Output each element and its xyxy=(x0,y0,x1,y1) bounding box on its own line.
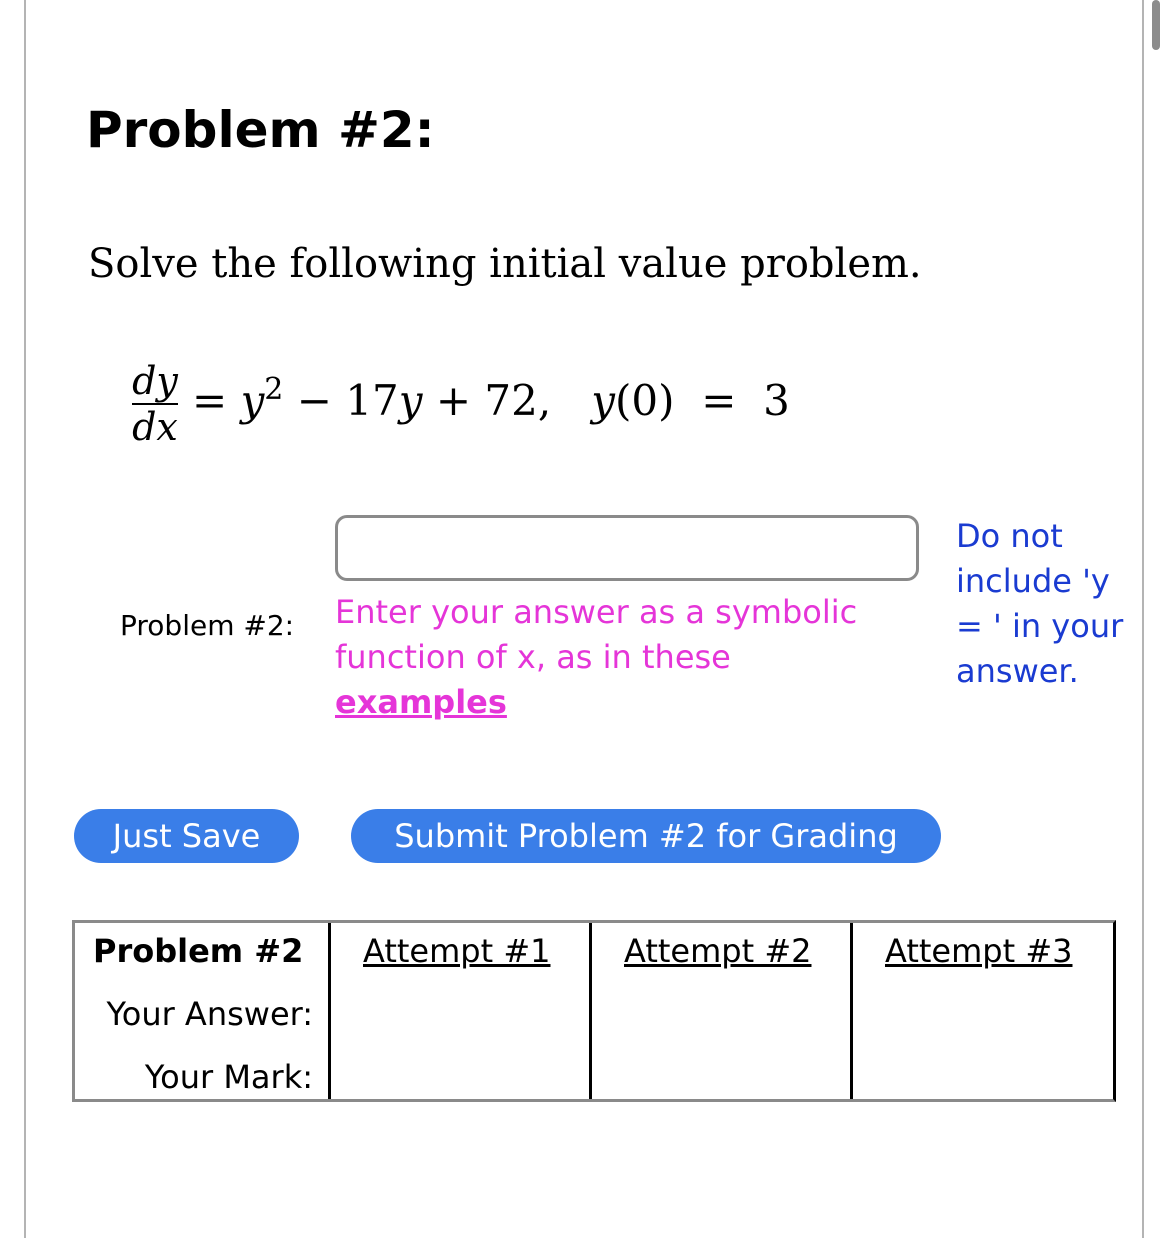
ic-arg: (0) xyxy=(615,376,675,425)
eq-coefficient: 17 xyxy=(345,376,399,425)
eq-y: y xyxy=(240,376,265,425)
submit-button[interactable]: Submit Problem #2 for Grading xyxy=(351,809,941,863)
answer-hint xyxy=(335,590,915,725)
equation xyxy=(192,372,790,426)
side-note: Do not include 'y = ' in your answer. xyxy=(956,517,1124,690)
answer-hint-text: Enter your answer as a symbolic function of x, as in these xyxy=(335,593,858,676)
eq-equals: = xyxy=(192,376,228,425)
ic-value: 3 xyxy=(763,376,790,425)
attempt-1-header xyxy=(363,931,550,971)
answer-input[interactable] xyxy=(335,515,919,581)
scrollbar[interactable] xyxy=(1152,0,1160,50)
attempt-2-link[interactable]: Attempt #2 xyxy=(624,932,812,970)
eq-y-term: y xyxy=(398,376,423,425)
attempt-3-link[interactable]: Attempt #3 xyxy=(885,932,1073,970)
your-mark-label: Your Mark: xyxy=(144,1058,313,1096)
problem-prompt: Solve the following initial value problem. xyxy=(88,241,922,287)
table-header: Problem #2 xyxy=(93,932,304,970)
table-divider xyxy=(589,923,592,1099)
table-divider xyxy=(850,923,853,1099)
eq-exponent: 2 xyxy=(264,372,284,407)
ic-y: y xyxy=(591,376,615,425)
answer-label: Problem #2: xyxy=(120,609,295,642)
attempt-2-header xyxy=(624,931,811,971)
fraction-denominator: dx xyxy=(132,405,178,449)
table-divider xyxy=(328,923,331,1099)
attempt-1-link[interactable]: Attempt #1 xyxy=(363,932,551,970)
attempts-table xyxy=(72,920,1116,1102)
just-save-button[interactable]: Just Save xyxy=(74,809,299,863)
fraction-numerator: dy xyxy=(132,359,178,403)
eq-constant: + 72, xyxy=(435,376,552,425)
attempt-3-header xyxy=(885,931,1072,971)
problem-title: Problem #2: xyxy=(86,101,435,159)
derivative-fraction xyxy=(130,360,180,448)
examples-link[interactable]: examples xyxy=(335,683,507,721)
eq-minus: − xyxy=(296,376,332,425)
ic-equals: = xyxy=(701,376,737,425)
your-answer-label: Your Answer: xyxy=(106,995,313,1033)
